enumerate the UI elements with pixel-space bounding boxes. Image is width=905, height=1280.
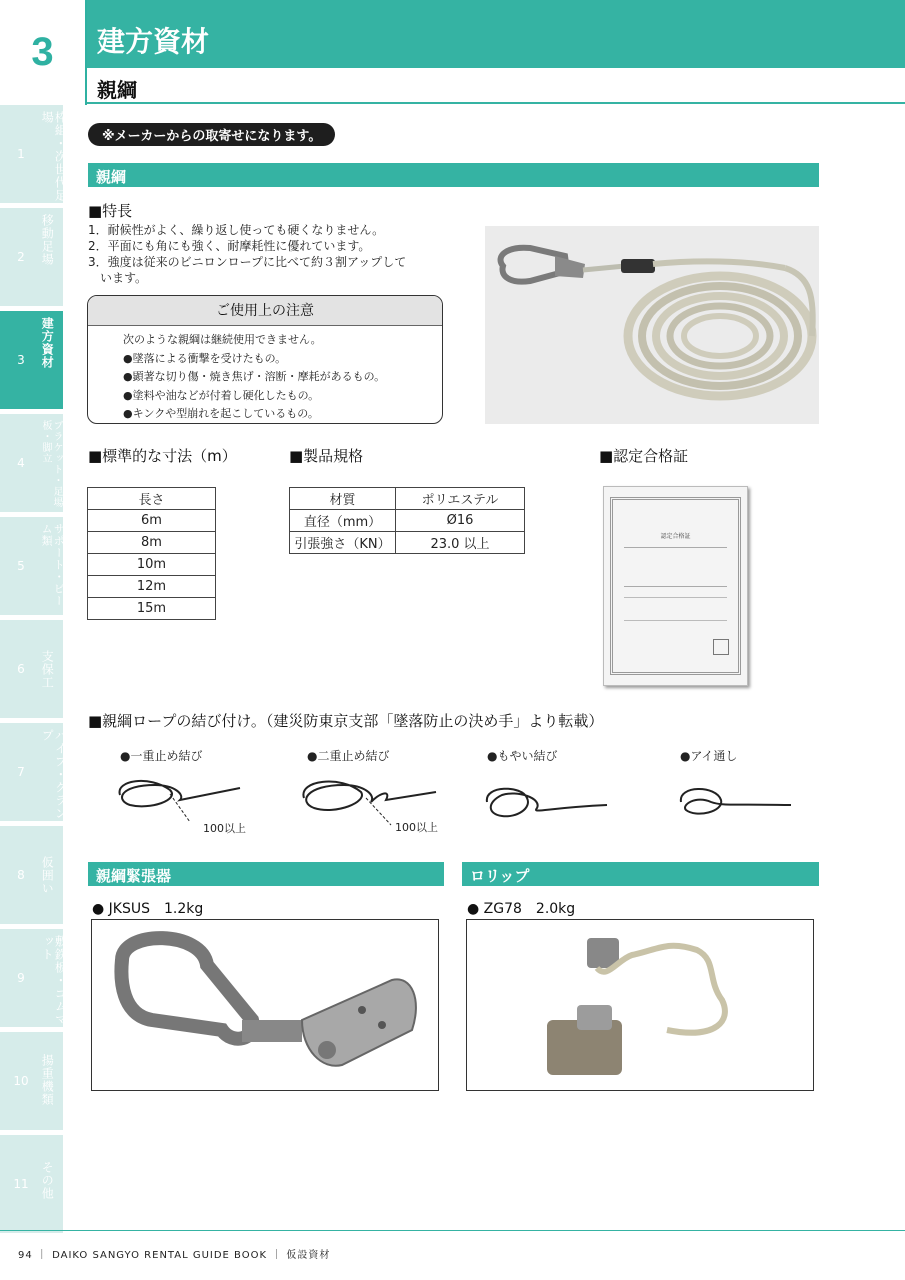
- tab-number: 7: [17, 765, 25, 779]
- tab-label: サポート・ビーム類: [40, 523, 66, 607]
- knot-label: ●アイ通し: [680, 749, 738, 763]
- tensioner-illustration: [92, 920, 438, 1090]
- tab-number: 6: [17, 662, 25, 676]
- tab-number: 10: [13, 1074, 29, 1088]
- page-footer: 94 ｜ DAIKO SANGYO RENTAL GUIDE BOOK ｜ 仮設資材: [18, 1250, 331, 1261]
- table-row: [88, 510, 216, 532]
- page-subtitle: 親綱: [97, 78, 137, 102]
- tab-number: 9: [17, 971, 25, 985]
- eye-splice-illustration: [676, 780, 796, 825]
- side-tab-10[interactable]: [0, 1032, 63, 1130]
- section-bar-main: 親綱: [88, 163, 819, 187]
- sizes-heading: ■標準的な寸法（m）: [88, 447, 237, 465]
- knot-note: 100以上: [395, 821, 438, 834]
- subtitle-rule: [87, 102, 905, 104]
- tab-number: 8: [17, 868, 25, 882]
- tab-number: 5: [17, 559, 25, 573]
- feature-item: 1．耐候性がよく、繰り返し使っても硬くなりません。: [88, 223, 385, 237]
- side-tab-7[interactable]: [0, 723, 68, 821]
- bowline-knot-illustration: [482, 780, 612, 825]
- tab-label: 建方資材: [40, 317, 55, 369]
- tab-number: 1: [17, 147, 25, 161]
- rolip-photo: [466, 919, 814, 1091]
- table-header-cell: 長さ: [88, 488, 216, 510]
- page-title: 建方資材: [87, 0, 905, 68]
- table-cell: 12m: [88, 576, 216, 598]
- table-row: [88, 554, 216, 576]
- caution-line: ●キンクや型崩れを起こしているもの。: [123, 407, 319, 420]
- table-cell: 23.0 以上: [396, 532, 525, 554]
- tab-label: 敷鉄板・ゴムマット: [40, 935, 68, 1026]
- certificate-text-lines: [624, 547, 727, 587]
- side-tab-4[interactable]: [0, 414, 63, 512]
- tab-number: 11: [13, 1177, 29, 1191]
- caution-line: ●顕著な切り傷・焼き焦げ・溶断・摩耗があるもの。: [123, 370, 386, 383]
- tab-label: 仮囲い: [40, 856, 55, 895]
- side-tab-3[interactable]: [0, 311, 63, 409]
- rolip-illustration: [467, 920, 813, 1090]
- rope-illustration: [485, 226, 819, 424]
- table-cell: 直径（mm）: [290, 510, 396, 532]
- tab-label: その他: [40, 1161, 55, 1200]
- tab-number: 2: [17, 250, 25, 264]
- table-cell: 6m: [88, 510, 216, 532]
- tensioner-photo: [91, 919, 439, 1091]
- table-cell: 15m: [88, 598, 216, 620]
- certificate-title: 認定合格証: [660, 533, 691, 540]
- certificate-heading: ■認定合格証: [599, 447, 689, 465]
- table-cell: ポリエステル: [396, 488, 525, 510]
- table-row: [88, 488, 216, 510]
- table-cell: 引張強さ（KN）: [290, 532, 396, 554]
- tab-label: パイプ・クランプ: [40, 729, 68, 820]
- tab-label: 移動足場: [40, 214, 55, 266]
- side-tab-9[interactable]: [0, 929, 68, 1027]
- footer-rule: [0, 1230, 905, 1231]
- table-cell: 8m: [88, 532, 216, 554]
- table-row: [290, 488, 525, 510]
- rope-photo: [485, 226, 819, 424]
- side-tab-11[interactable]: [0, 1135, 63, 1233]
- caution-body: [88, 326, 442, 424]
- side-tab-1[interactable]: [0, 105, 68, 203]
- knot-label: ●二重止め結び: [307, 749, 390, 763]
- side-tab-8[interactable]: [0, 826, 63, 924]
- table-row: [88, 576, 216, 598]
- knots-heading: ■親綱ロープの結び付け。（建災防東京支部「墜落防止の決め手」より転載）: [88, 712, 604, 730]
- section-bar-rolip: ロリップ: [462, 862, 819, 886]
- table-row: [88, 532, 216, 554]
- certificate-text-lines: [624, 597, 727, 621]
- tab-number: 3: [17, 353, 25, 367]
- spec-heading: ■製品規格: [289, 447, 364, 465]
- certificate-image: [603, 486, 748, 686]
- table-cell: 材質: [290, 488, 396, 510]
- chapter-number: 3: [31, 30, 54, 74]
- caution-line: ●塗料や油などが付着し硬化したもの。: [123, 388, 320, 402]
- section-bar-tensioner: 親綱緊張器: [88, 862, 444, 886]
- tab-label: 枠組・次世代足場: [40, 111, 68, 202]
- knot-label: ●一重止め結び: [120, 749, 203, 763]
- tab-label: 揚重機類: [40, 1054, 55, 1106]
- feature-item: 3．強度は従来のビニロンロープに比べて約３割アップして: [88, 255, 407, 269]
- caution-title: ご使用上の注意: [88, 296, 442, 326]
- table-row: [290, 532, 525, 554]
- tab-label: 支保工: [40, 650, 55, 689]
- features-list: [88, 222, 406, 286]
- rolip-item: ● ZG78 2.0kg: [467, 901, 576, 917]
- knot-label: ●もやい結び: [487, 749, 558, 763]
- side-tab-6[interactable]: [0, 620, 63, 718]
- sizes-table: [87, 487, 216, 620]
- table-row: [88, 598, 216, 620]
- features-heading: ■特長: [88, 202, 133, 220]
- table-cell: 10m: [88, 554, 216, 576]
- tensioner-item: ● JKSUS 1.2kg: [92, 901, 204, 917]
- feature-item: います。: [88, 271, 148, 285]
- side-tab-2[interactable]: [0, 208, 63, 306]
- table-row: [290, 510, 525, 532]
- caution-line: 次のような親綱は継続使用できません。: [123, 333, 322, 346]
- tab-number: 4: [17, 456, 25, 470]
- caution-line: ●墜落による衝撃を受けたもの。: [123, 351, 287, 365]
- feature-item: 2．平面にも角にも強く、耐摩耗性に優れています。: [88, 239, 371, 253]
- caution-box: [87, 295, 443, 424]
- seal-stamp: [713, 639, 729, 655]
- notice-pill: ※メーカーからの取寄せになります。: [88, 123, 335, 146]
- table-cell: Ø16: [396, 510, 525, 532]
- side-tab-5[interactable]: [0, 517, 66, 615]
- tab-label: ブラケット・足場板・脚立: [40, 420, 62, 508]
- knot-note: 100以上: [203, 822, 246, 835]
- spec-table: [289, 487, 525, 554]
